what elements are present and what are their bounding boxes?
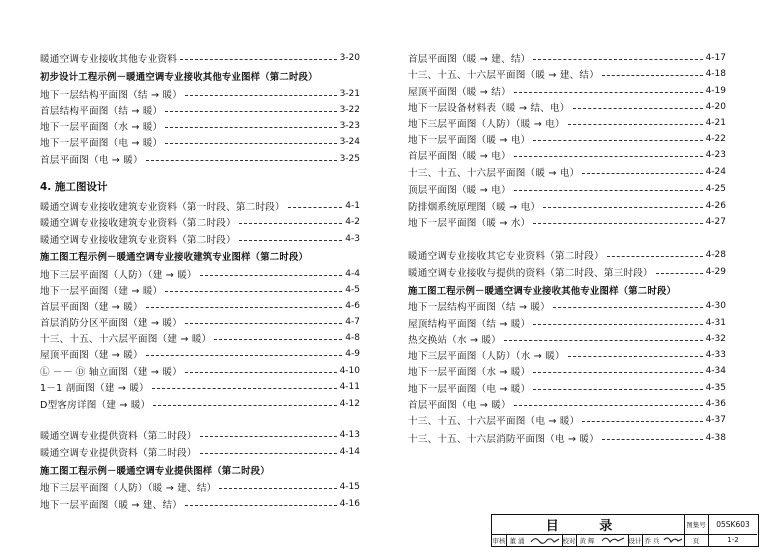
toc-entry[interactable] <box>408 84 726 98</box>
toc-entry[interactable] <box>40 299 360 313</box>
toc-entry[interactable] <box>40 87 360 101</box>
toc-entry-title: 暖通空调专业接收建筑专业资料（第一时段、第二时段） <box>40 202 285 213</box>
toc-entry-title: 首层平面图（电 → 暖） <box>40 155 143 166</box>
toc-title: 目 录 <box>545 519 631 534</box>
toc-page-number: 4-8 <box>345 333 360 343</box>
toc-entry[interactable] <box>40 315 360 329</box>
leader-dashes <box>543 207 702 208</box>
review-name: 董 涌 <box>509 536 525 545</box>
toc-entry[interactable] <box>408 116 726 130</box>
leader-dashes <box>165 127 336 128</box>
check-signature <box>598 534 628 546</box>
leader-dashes <box>200 436 337 437</box>
leader-dashes <box>185 95 337 96</box>
toc-entry[interactable] <box>40 232 360 246</box>
leader-dashes <box>514 190 703 191</box>
toc-entry[interactable] <box>40 480 360 494</box>
toc-entry-title: 暖通空调专业提供资料（第二时段） <box>40 448 197 459</box>
leader-dashes <box>514 92 703 93</box>
leader-dashes <box>288 207 342 208</box>
toc-entry[interactable] <box>40 119 360 133</box>
toc-page-number: 4-32 <box>705 334 726 344</box>
leader-dashes <box>533 389 702 390</box>
toc-entry[interactable] <box>408 299 726 313</box>
toc-entry[interactable] <box>40 428 360 442</box>
toc-page-number: 3-21 <box>339 89 360 99</box>
toc-page-number: 4-23 <box>705 150 726 160</box>
toc-entry-title: 地下一层结构平面图（结 → 暖） <box>408 302 551 313</box>
toc-page-number: 4-31 <box>705 318 726 328</box>
toc-subheading <box>40 249 360 263</box>
title-block <box>491 514 759 547</box>
toc-subheading <box>40 463 360 477</box>
toc-page-number: 4-34 <box>705 366 726 376</box>
toc-entry-title: 地下一层平面图（暖 → 建、结） <box>40 500 183 511</box>
design-signature <box>662 534 684 546</box>
leader-dashes <box>602 439 703 440</box>
toc-entry-title: 暖通空调专业接收与提供的资料（第二时段、第三时段） <box>408 268 653 279</box>
toc-entry[interactable] <box>40 51 360 65</box>
toc-entry-title: 地下一层设备材料表（暖 → 结、电） <box>408 103 570 114</box>
toc-page-number: 4-33 <box>705 350 726 360</box>
leader-dashes <box>533 324 702 325</box>
toc-page-number: 4-19 <box>705 86 726 96</box>
leader-dashes <box>582 421 702 422</box>
leader-dashes <box>165 143 336 144</box>
toc-page-number: 4-4 <box>345 269 360 279</box>
leader-dashes <box>568 356 703 357</box>
toc-entry[interactable] <box>408 431 726 445</box>
toc-entry[interactable] <box>408 148 726 162</box>
toc-entry-title: 首层平面图（电 → 暖） <box>408 400 511 411</box>
toc-entry-title: 十三、十五、十六层平面图（建 → 暖） <box>40 334 212 345</box>
atlas-label: 图集号 <box>686 521 706 529</box>
toc-page-number: 4-27 <box>705 217 726 227</box>
toc-entry[interactable] <box>408 67 726 81</box>
toc-entry[interactable] <box>408 364 726 378</box>
toc-entry-title: 十三、十五、十六层平面图（电 → 暖） <box>408 416 580 427</box>
toc-page-number: 3-22 <box>339 105 360 115</box>
page-number: 1-2 <box>727 536 739 544</box>
toc-entry-title: 顶层平面图（暖 → 电） <box>408 185 511 196</box>
check-label: 校对 <box>562 536 576 545</box>
toc-entry-title: 暖通空调专业接收其他专业资料 <box>40 54 178 65</box>
leader-dashes <box>514 405 703 406</box>
toc-page-number: 4-9 <box>345 349 360 359</box>
toc-entry[interactable] <box>40 283 360 297</box>
toc-entry[interactable] <box>408 381 726 395</box>
leader-dashes <box>146 355 342 356</box>
toc-entry-title: 屋顶结构平面图（结 → 暖） <box>408 319 531 330</box>
toc-entry[interactable] <box>40 267 360 281</box>
toc-entry-title: 暖通空调专业接收建筑专业资料（第二时段） <box>40 218 236 229</box>
toc-page-number: 4-35 <box>705 383 726 393</box>
toc-page-number: 4-21 <box>705 118 726 128</box>
leader-dashes <box>180 59 336 60</box>
leader-dashes <box>533 223 702 224</box>
toc-page-number: 3-25 <box>339 154 360 164</box>
toc-entry-title: 防排烟系统原理图（暖 → 电） <box>408 202 541 213</box>
toc-entry-title: 地下三层平面图（人防）（暖 → 建、结） <box>40 483 217 494</box>
leader-dashes <box>239 240 342 241</box>
toc-entry-title: D型客房详图（建 → 暖） <box>40 400 151 411</box>
leader-dashes <box>185 323 342 324</box>
toc-entry[interactable] <box>40 152 360 166</box>
toc-page-number: 4-29 <box>705 267 726 277</box>
page-label: 页 <box>692 536 700 545</box>
toc-page-number: 4-3 <box>345 234 360 244</box>
toc-page-number: 4-22 <box>705 134 726 144</box>
toc-page-number: 4-10 <box>339 366 360 376</box>
toc-entry[interactable] <box>408 248 726 262</box>
toc-page-number: 4-38 <box>705 433 726 443</box>
leader-dashes <box>533 59 702 60</box>
toc-page-number: 4-25 <box>705 184 726 194</box>
leader-dashes <box>219 488 336 489</box>
leader-dashes <box>153 405 336 406</box>
toc-entry[interactable] <box>408 199 726 213</box>
toc-page-number: 4-24 <box>705 167 726 177</box>
toc-entry-title: 首层平面图（建 → 暖） <box>40 302 143 313</box>
toc-entry[interactable] <box>408 100 726 114</box>
toc-page-number: 4-30 <box>705 301 726 311</box>
toc-page-number: 3-24 <box>339 137 360 147</box>
leader-dashes <box>146 307 342 308</box>
toc-entry[interactable] <box>408 132 726 146</box>
toc-entry[interactable] <box>408 332 726 346</box>
toc-entry-title: 初步设计工程示例－暖通空调专业接收其他专业图样（第二时段） <box>40 72 318 83</box>
leader-dashes <box>602 75 703 76</box>
leader-dashes <box>504 340 702 341</box>
toc-entry-title: 屋顶平面图（建 → 暖） <box>40 350 143 361</box>
leader-dashes <box>573 108 703 109</box>
leader-dashes <box>146 160 337 161</box>
toc-entry[interactable] <box>40 215 360 229</box>
toc-entry-title: 地下一层结构平面图（结 → 暖） <box>40 90 183 101</box>
toc-entry-title: 地下一层平面图（电 → 暖） <box>408 384 531 395</box>
toc-entry[interactable] <box>40 347 360 361</box>
design-label: 设计 <box>628 536 642 545</box>
leader-dashes <box>607 256 703 257</box>
leader-dashes <box>568 124 703 125</box>
leader-dashes <box>200 453 337 454</box>
toc-entry-title: 十三、十五、十六层平面图（暖 → 建、结） <box>408 70 600 81</box>
toc-entry-title: 施工图工程示例－暖通空调专业接收其他专业图样（第二时段） <box>408 286 677 297</box>
toc-entry[interactable] <box>408 165 726 179</box>
leader-dashes <box>185 505 337 506</box>
toc-entry-title: 地下一层平面图（水 → 暖） <box>408 367 531 378</box>
leader-dashes <box>165 291 342 292</box>
toc-entry-title: 首层平面图（暖 → 建、结） <box>408 54 531 65</box>
toc-entry[interactable] <box>408 51 726 65</box>
toc-page-number: 4-20 <box>705 102 726 112</box>
section-heading: 4. 施工图设计 <box>40 181 108 193</box>
leader-dashes <box>533 140 702 141</box>
toc-entry-title: 地下三层平面图（人防）（建 → 暖） <box>40 270 197 281</box>
toc-page-number: 4-14 <box>339 447 360 457</box>
toc-page-number: 4-28 <box>705 250 726 260</box>
toc-entry[interactable] <box>408 397 726 411</box>
toc-entry-title: 施工图工程示例－暖通空调专业提供图样（第二时段） <box>40 466 270 477</box>
toc-entry-title: 首层结构平面图（结 → 暖） <box>40 106 163 117</box>
leader-dashes <box>533 372 702 373</box>
toc-page-number: 4-15 <box>339 482 360 492</box>
toc-entry-title: 施工图工程示例－暖通空调专业接收建筑专业图样（第二时段） <box>40 252 309 263</box>
toc-entry-title: 地下一层平面图（暖 → 电） <box>408 135 531 146</box>
toc-page-number: 4-11 <box>339 382 360 392</box>
toc-page-number: 4-37 <box>705 415 726 425</box>
toc-entry-title: 热交换站（水 → 暖） <box>408 335 502 346</box>
toc-entry[interactable] <box>40 331 360 345</box>
leader-dashes <box>553 307 703 308</box>
leader-dashes <box>165 111 336 112</box>
toc-entry-title: 首层平面图（暖 → 电） <box>408 151 511 162</box>
toc-entry-title: 地下一层平面图（电 → 暖） <box>40 138 163 149</box>
toc-page-number: 4-1 <box>345 201 360 211</box>
toc-page-number: 4-5 <box>345 285 360 295</box>
check-name: 黄 辉 <box>579 536 595 545</box>
review-label: 审核 <box>492 536 506 545</box>
toc-entry[interactable] <box>40 135 360 149</box>
toc-entry-title: 暖通空调专业接收建筑专业资料（第二时段） <box>40 235 236 246</box>
leader-dashes <box>514 156 703 157</box>
toc-entry-title: 地下三层平面图（人防）（暖 → 电） <box>408 119 565 130</box>
toc-page-number: 4-7 <box>345 317 360 327</box>
toc-page-number: 4-16 <box>339 499 360 509</box>
toc-page-number: 4-17 <box>705 53 726 63</box>
toc-entry-title: 地下一层平面图（水 → 暖） <box>40 122 163 133</box>
toc-entry-title: 1－1 剖面图（建 → 暖） <box>40 383 149 394</box>
toc-page-number: 3-23 <box>339 121 360 131</box>
toc-entry-title: 十三、十五、十六层平面图（暖 → 电） <box>408 168 580 179</box>
toc-entry-title: 地下三层平面图（人防）（水 → 暖） <box>408 351 565 362</box>
leader-dashes <box>214 339 342 340</box>
toc-page-number: 4-2 <box>345 217 360 227</box>
toc-entry[interactable] <box>408 215 726 229</box>
toc-entry[interactable] <box>408 348 726 362</box>
leader-dashes <box>185 372 337 373</box>
design-name: 乔 兵 <box>644 536 660 545</box>
toc-page-number: 4-6 <box>345 301 360 311</box>
toc-entry-title: 十三、十五、十六层消防平面图（电 → 暖） <box>408 434 600 445</box>
toc-entry[interactable] <box>40 364 360 378</box>
toc-entry[interactable] <box>408 316 726 330</box>
toc-page-number: 4-26 <box>705 201 726 211</box>
leader-dashes <box>582 173 702 174</box>
toc-page-number: 4-18 <box>705 69 726 79</box>
toc-subheading <box>40 69 360 83</box>
toc-entry[interactable] <box>408 265 726 279</box>
toc-page-number: 3-20 <box>339 53 360 63</box>
toc-entry[interactable] <box>40 397 360 411</box>
toc-page-number: 4-12 <box>339 399 360 409</box>
toc-entry-title: 暖通空调专业提供资料（第二时段） <box>40 431 197 442</box>
toc-entry[interactable] <box>40 103 360 117</box>
review-signature <box>528 534 562 546</box>
atlas-number: 05SK603 <box>716 520 750 529</box>
toc-entry[interactable] <box>408 182 726 196</box>
toc-entry[interactable] <box>40 380 360 394</box>
leader-dashes <box>239 223 342 224</box>
leader-dashes <box>656 273 703 274</box>
toc-entry-title: Ⓛ －－ Ⓓ 轴立面图（建 → 暖） <box>40 367 183 378</box>
toc-entry-title: 屋顶平面图（暖 → 结） <box>408 87 511 98</box>
toc-entry[interactable] <box>40 445 360 459</box>
toc-page-number: 4-36 <box>705 399 726 409</box>
toc-entry[interactable] <box>40 199 360 213</box>
toc-entry[interactable] <box>408 413 726 427</box>
leader-dashes <box>152 388 337 389</box>
toc-page-number: 4-13 <box>339 430 360 440</box>
toc-entry[interactable] <box>40 497 360 511</box>
toc-entry-title: 地下一层平面图（暖 → 水） <box>408 218 531 229</box>
toc-entry-title: 暖通空调专业接收其它专业资料（第二时段） <box>408 251 604 262</box>
toc-entry-title: 首层消防分区平面图（建 → 暖） <box>40 318 183 329</box>
toc-subheading <box>408 283 726 297</box>
toc-entry-title: 地下一层平面图（建 → 暖） <box>40 286 163 297</box>
leader-dashes <box>200 275 342 276</box>
